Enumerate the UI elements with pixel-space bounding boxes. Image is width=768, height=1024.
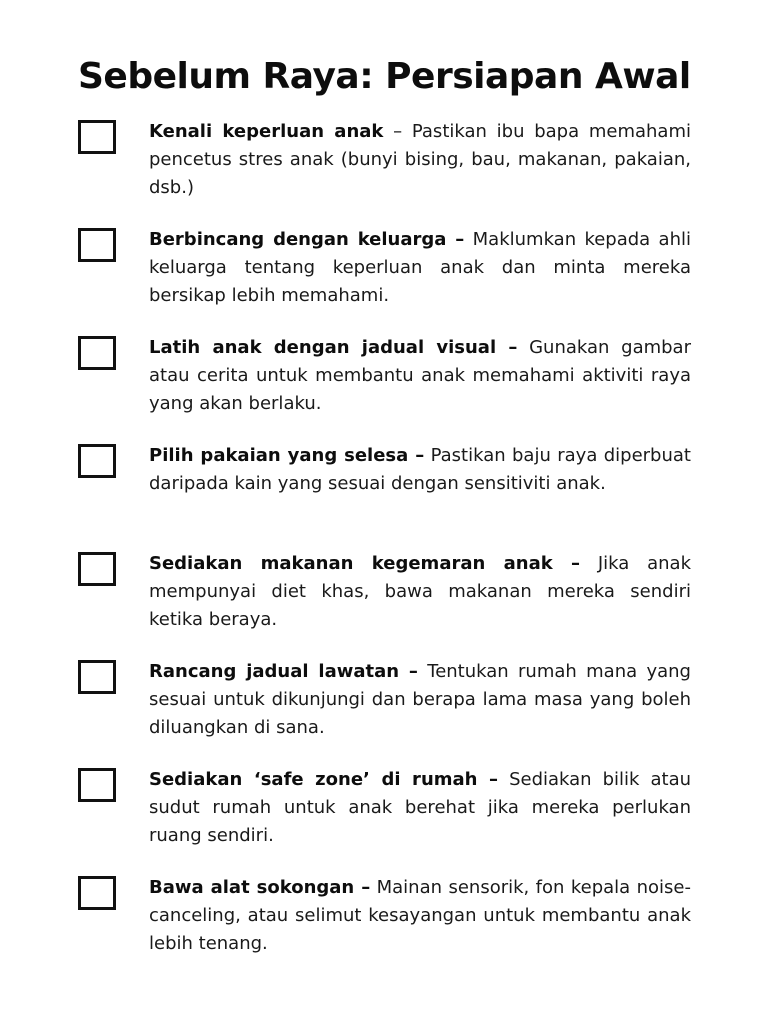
- item-text: [149, 874, 691, 958]
- item-heading: Rancang jadual lawatan –: [149, 661, 418, 682]
- item-heading: Bawa alat sokongan –: [149, 877, 371, 898]
- item-text: [149, 442, 691, 498]
- item-body: Sediakan bilik atau sudut rumah untuk anak berehat jika mereka perlukan ruang sendiri.: [149, 769, 692, 846]
- checkbox[interactable]: [78, 120, 116, 154]
- item-body: Mainan sensorik, fon kepala noise-canceling, atau selimut kesayangan untuk membantu anak lebih tenang.: [149, 877, 691, 954]
- item-body: Gunakan gambar atau cerita untuk membantu anak memahami aktiviti raya yang akan berlaku.: [149, 337, 691, 414]
- item-body: Pastikan ibu bapa memahami pencetus stres anak (bunyi bising, bau, makanan, pakaian, dsb.): [149, 121, 691, 198]
- item-heading: Latih anak dengan jadual visual –: [149, 337, 518, 358]
- checkbox[interactable]: [78, 552, 116, 586]
- item-separator: [580, 553, 598, 574]
- item-heading: Sediakan makanan kegemaran anak –: [149, 553, 581, 574]
- checkbox[interactable]: [78, 768, 116, 802]
- item-body: Pastikan baju raya diperbuat daripada kain yang sesuai dengan sensitiviti anak.: [149, 445, 691, 494]
- item-separator: [498, 769, 509, 790]
- item-text: [149, 766, 691, 850]
- item-text: [149, 334, 691, 418]
- checkbox[interactable]: [78, 444, 116, 478]
- item-text: [149, 658, 691, 742]
- item-heading: Kenali keperluan anak: [149, 121, 384, 142]
- item-body: Jika anak mempunyai diet khas, bawa makanan mereka sendiri ketika beraya.: [149, 553, 691, 630]
- item-text: [149, 226, 691, 310]
- item-separator: [464, 229, 472, 250]
- item-separator: [517, 337, 529, 358]
- item-body: Maklumkan kepada ahli keluarga tentang keperluan anak dan minta mereka bersikap lebih memahami.: [149, 229, 691, 306]
- item-heading: Sediakan ‘safe zone’ di rumah –: [149, 769, 499, 790]
- item-text: [149, 118, 691, 202]
- checkbox[interactable]: [78, 336, 116, 370]
- item-separator: [418, 661, 427, 682]
- item-text: [149, 550, 691, 634]
- item-heading: Pilih pakaian yang selesa –: [149, 445, 425, 466]
- checkbox[interactable]: [78, 228, 116, 262]
- page-title: Sebelum Raya: Persiapan Awal: [78, 56, 691, 97]
- item-heading: Berbincang dengan keluarga –: [149, 229, 465, 250]
- item-body: Tentukan rumah mana yang sesuai untuk dikunjungi dan berapa lama masa yang boleh diluangkan di sana.: [149, 661, 691, 738]
- item-separator: –: [383, 121, 412, 142]
- checkbox[interactable]: [78, 660, 116, 694]
- checkbox[interactable]: [78, 876, 116, 910]
